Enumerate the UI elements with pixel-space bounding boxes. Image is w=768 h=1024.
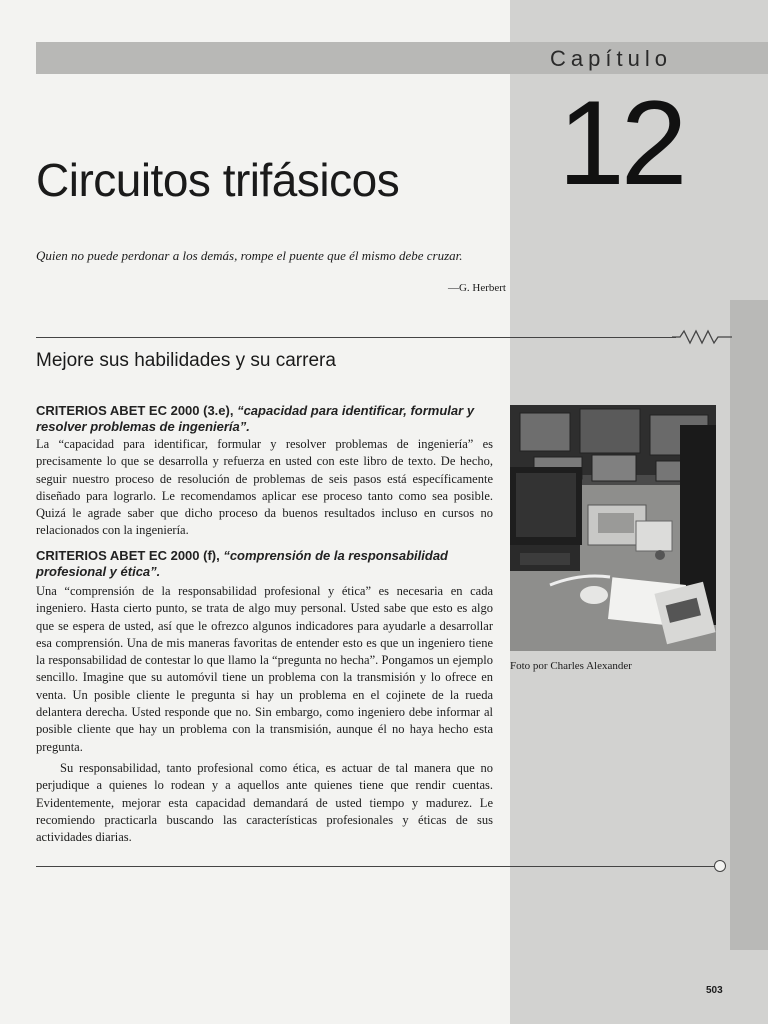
resistor-zigzag-icon — [672, 328, 732, 346]
criteria-prefix-1: CRITERIOS ABET EC 2000 (3.e), — [36, 403, 238, 418]
epigraph-quote: Quien no puede perdonar a los demás, rompe el puente que él mismo debe cruzar. — [36, 248, 463, 263]
chapter-title: Circuitos trifásicos — [36, 154, 400, 206]
criteria-prefix-2: CRITERIOS ABET EC 2000 (f), — [36, 548, 224, 563]
page-number: 503 — [706, 985, 723, 996]
epigraph-author: —G. Herbert — [447, 282, 506, 294]
lab-photo — [510, 405, 716, 651]
photo-credit: Foto por Charles Alexander — [510, 660, 632, 672]
criteria-heading-1 — [36, 403, 506, 435]
criteria-title-2: “comprensión de la responsabilidad profesional y ética”. — [36, 548, 448, 579]
side-dark-strip — [730, 300, 768, 950]
section-divider-bottom — [36, 866, 716, 867]
lab-photo-illustration — [510, 405, 716, 651]
criteria-title-1: “capacidad para identificar, formular y resolver problemas de ingeniería”. — [36, 403, 475, 434]
chapter-label: Capítulo — [550, 46, 672, 71]
chapter-number: 12 — [558, 76, 684, 210]
divider-ring-icon — [714, 860, 726, 872]
criteria-paragraph-3: Su responsabilidad, tanto profesional como ética, es actuar de tal manera que no perjudique a quienes lo rodean y a aquellos ante quienes tiene que rendir cuentas. Evidentemente, mejorar esta capacidad demandará de usted tiempo y madurez. Le recomiendo practicarla buscando las características profesionales y éticas de sus actividades diarias. — [36, 761, 493, 845]
criteria-heading-2 — [36, 548, 506, 580]
section-divider-top — [36, 337, 676, 338]
criteria-paragraph-1: La “capacidad para identificar, formular y resolver problemas de ingeniería” es precisamente lo que se desarrolla y refuerza en usted con este libro de texto. De hecho, seguir nuestro proceso de resolución de problemas de seis pasos está específicamente diseñado para lograrlo. Le recomendamos aplicar ese proceso tanto como sea posible. Quizá le agrade saber que dicho proceso da buenos resultados incluso en cursos no relacionados con la ingeniería. — [36, 437, 493, 538]
criteria-paragraph-2: Una “comprensión de la responsabilidad profesional y ética” es necesaria en cada ingeniero. Hasta cierto punto, se trata de algo muy personal. Usted sabe que esto es algo que se espera de usted, así que le ofrezco algunos indicadores para ayudarle a desarrollar esa comprensión. Una de mis maneras favoritas de entender esto es que un ingeniero tiene la responsabilidad de contestar lo que llamo la “pregunta no hecha”. Pongamos un ejemplo sencillo. Imagine que su automóvil tiene un problema con la transmisión y lo ofrece en venta. Un posible cliente le pregunta si hay un problema en el cojinete de la rueda delantera derecha. Usted responde que no. Sin embargo, como ingeniero debe informar al posible cliente que hay un problema con la transmisión, aunque él no haya hecho esta pregunta. — [36, 584, 493, 754]
section-heading: Mejore sus habilidades y su carrera — [36, 350, 336, 371]
